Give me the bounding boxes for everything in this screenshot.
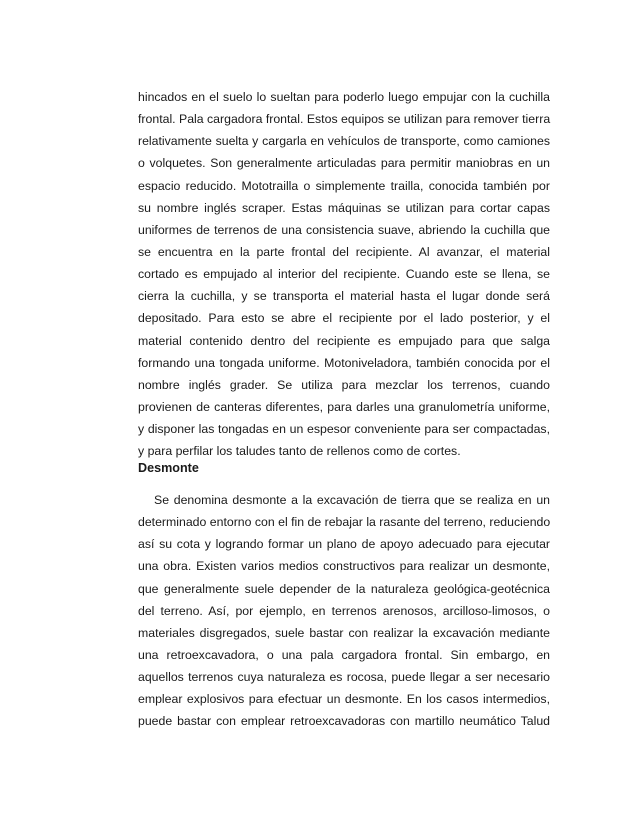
text-line: depositado. Para esto se abre el recipiente por el lado posterior, y el <box>138 311 550 326</box>
text-line: emplear explosivos para efectuar un desmonte. En los casos intermedios, <box>138 692 550 707</box>
text-line: relativamente suelta y cargarla en vehículos de transporte, como camiones <box>138 134 550 149</box>
text-line: una obra. Existen varios medios constructivos para realizar un desmonte, <box>138 559 550 574</box>
paragraph-machinery <box>138 86 550 462</box>
text-line: formando una tongada uniforme. Motoniveladora, también conocida por el <box>138 355 550 370</box>
text-line: así su cota y logrando formar un plano de apoyo adecuado para ejecutar <box>138 537 550 552</box>
text-line: y para perfilar los taludes tanto de rellenos como de cortes. <box>138 444 461 459</box>
text-line: o volquetes. Son generalmente articuladas para permitir maniobras en un <box>138 156 550 171</box>
text-line: nombre inglés grader. Se utiliza para mezclar los terrenos, cuando <box>138 377 550 392</box>
text-line: una retroexcavadora, o una pala cargadora frontal. Sin embargo, en <box>138 647 550 662</box>
text-line: puede bastar con emplear retroexcavadoras con martillo neumático Talud <box>138 714 550 729</box>
text-line: que generalmente suele depender de la naturaleza geológica-geotécnica <box>138 581 550 596</box>
text-line: material contenido dentro del recipiente es empujado para que salga <box>138 333 550 348</box>
text-line: materiales disgregados, suele bastar con realizar la excavación mediante <box>138 625 550 640</box>
text-line: frontal. Pala cargadora frontal. Estos equipos se utilizan para remover tierra <box>138 112 551 127</box>
text-line: su nombre inglés scraper. Estas máquinas se utilizan para cortar capas <box>138 200 550 215</box>
paragraph-desmonte <box>138 489 550 733</box>
text-line: cierra la cuchilla, y se transporta el material hasta el lugar donde será <box>138 289 550 304</box>
text-line: aquellos terrenos cuya naturaleza es rocosa, puede llegar a ser necesario <box>138 670 550 685</box>
text-line: determinado entorno con el fin de rebajar la rasante del terreno, reduciendo <box>138 515 551 530</box>
text-line: cortado es empujado al interior del recipiente. Cuando este se llena, se <box>138 267 550 282</box>
text-line: del terreno. Así, por ejemplo, en terrenos arenosos, arcilloso-limosos, o <box>138 603 550 618</box>
text-line: provienen de canteras diferentes, para darles una granulometría uniforme, <box>138 399 550 414</box>
text-line: uniformes de terrenos de una consistencia suave, abriendo la cuchilla que <box>138 222 550 237</box>
text-line: espacio reducido. Mototrailla o simplemente trailla, conocida también por <box>138 178 550 193</box>
section-heading: Desmonte <box>138 461 199 475</box>
text-line: se encuentra en la parte frontal del recipiente. Al avanzar, el material <box>138 244 550 259</box>
text-line: Se denomina desmonte a la excavación de tierra que se realiza en un <box>154 493 550 507</box>
text-line: hincados en el suelo lo sueltan para poderlo luego empujar con la cuchilla <box>138 90 550 104</box>
text-line: y disponer las tongadas en un espesor conveniente para ser compactadas, <box>138 422 550 437</box>
